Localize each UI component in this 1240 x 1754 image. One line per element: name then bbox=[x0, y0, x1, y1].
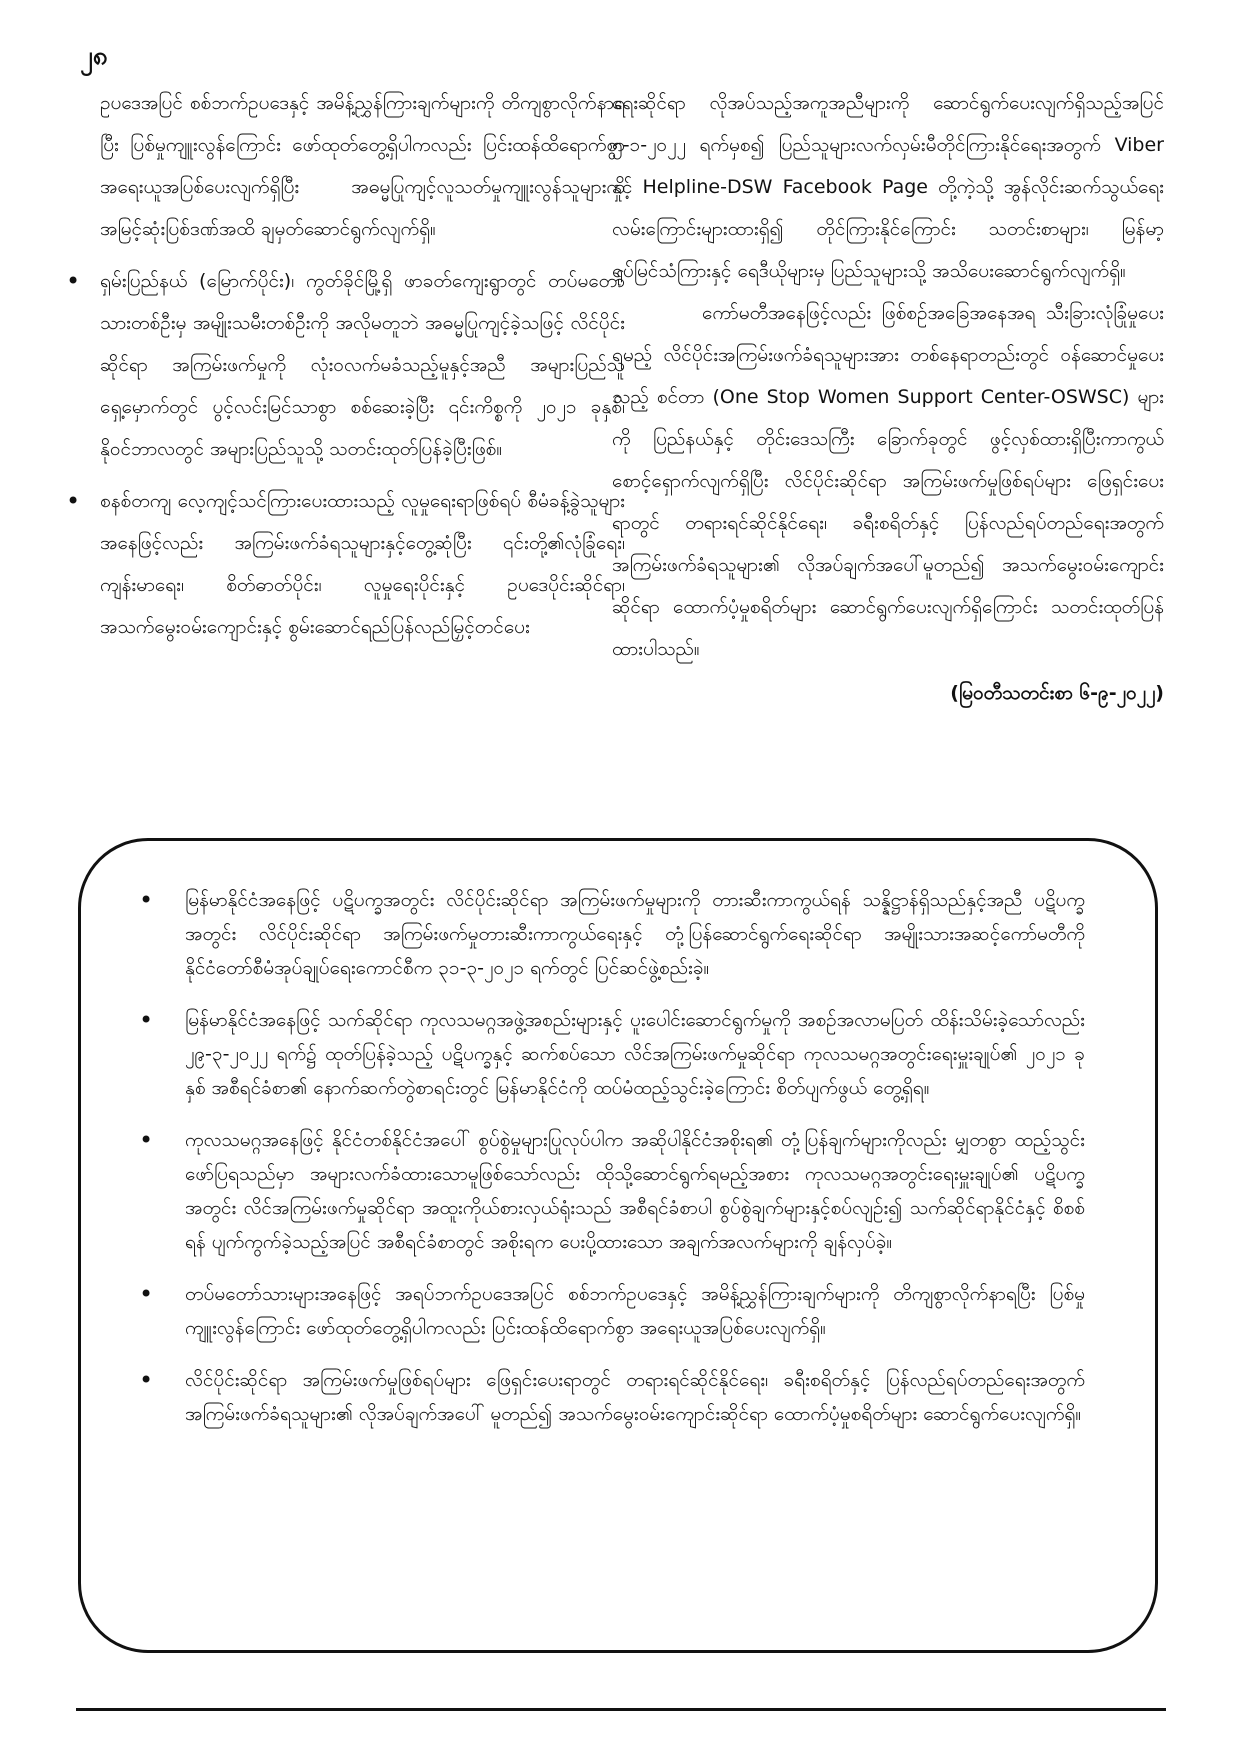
left-bullet-social-workers: • စနစ်တကျ လေ့ကျင့်သင်ကြားပေးထားသည့် လူမှုရေးရာဖြစ်ရပ် စီမံခန့်ခွဲသူများအနေဖြင့်လည်း အကြမ်းဖက်ခံရသူများနှင့်တွေ့ဆုံပြီး ၎င်းတို့၏လုံခြုံရေး၊ ကျန်းမာရေး၊ စိတ်ဓာတ်ပိုင်း၊ လူမှုရေးပိုင်းနှင့် ဥပဒေပိုင်းဆိုင်ရာ၊ အသက်မွေးဝမ်းကျောင်းနှင့် စွမ်းဆောင်ရည်ပြန်လည်မြှင့်တင်ပေး bbox=[100, 480, 625, 648]
summary-item: • လိင်ပိုင်းဆိုင်ရာ အကြမ်းဖက်မှုဖြစ်ရပ်များ ဖြေရှင်းပေးရာတွင် တရားရင်ဆိုင်နိုင်ရေး၊ ခရီးစရိတ်နှင့် ပြန်လည်ရပ်တည်ရေးအတွက် အကြမ်းဖက်ခံရသူများ၏ လိုအပ်ချက်အပေါ် မူတည်၍ အသက်မွေးဝမ်းကျောင်းဆိုင်ရာ ထောက်ပံ့မှုစရိတ်များ ဆောင်ရွက်ပေးလျက်ရှိ။ bbox=[139, 1363, 1085, 1431]
summary-list bbox=[81, 841, 1155, 1431]
left-paragraph: ဥပဒေအပြင် စစ်ဘက်ဥပဒေနှင့် အမိန့်ညွှန်ကြားချက်များကို တိကျစွာလိုက်နာရပြီး ပြစ်မှုကျူးလွန်ကြောင်း ဖော်ထုတ်တွေ့ရှိပါကလည်း ပြင်းထန်ထိရောက်စွာ အရေးယူအပြစ်ပေးလျက်ရှိပြီး အဓမ္မပြုကျင့်လူသတ်မှုကျူးလွန်သူများကို အမြင့်ဆုံးပြစ်ဒဏ်အထိ ချမှတ်ဆောင်ရွက်လျက်ရှိ။ bbox=[100, 92, 625, 240]
summary-box bbox=[78, 838, 1158, 1653]
page-number: ၂၈ bbox=[80, 41, 108, 71]
summary-item: • ကုလသမဂ္ဂအနေဖြင့် နိုင်ငံတစ်နိုင်ငံအပေါ် စွပ်စွဲမှုများပြုလုပ်ပါက အဆိုပါနိုင်ငံအစိုးရ၏ တုံ့ပြန်ချက်များကိုလည်း မျှတစွာ ထည့်သွင်းဖော်ပြရသည်မှာ အများလက်ခံထားသောမူဖြစ်သော်လည်း ထိုသို့ဆောင်ရွက်ရမည့်အစား ကုလသမဂ္ဂအတွင်းရေးမှူးချုပ်၏ ပဋိပက္ခအတွင်း လိင်အကြမ်းဖက်မှုဆိုင်ရာ အထူးကိုယ်စားလှယ်ရုံးသည် အစီရင်ခံစာပါ စွပ်စွဲချက်များနှင့်စပ်လျဉ်း၍ သက်ဆိုင်ရာနိုင်ငံနှင့် စိစစ်ရန် ပျက်ကွက်ခဲ့သည့်အပြင် အစီရင်ခံစာတွင် အစိုးရက ပေးပို့ထားသော အချက်အလက်များကို ချန်လှပ်ခဲ့။ bbox=[139, 1123, 1085, 1259]
bottom-rule bbox=[76, 1708, 1166, 1711]
right-paragraph-oswsc: ကော်မတီအနေဖြင့်လည်း ဖြစ်စဉ်အခြေအနေအရ သီးခြားလုံခြုံမှုပေးရမည့် လိင်ပိုင်းအကြမ်းဖက်ခံရသူများအား တစ်နေရာတည်းတွင် ဝန်ဆောင်မှုပေးသည့် စင်တာ (One Stop Women Support Center-OSWSC) များကို ပြည်နယ်နှင့် တိုင်းဒေသကြီး ခြောက်ခုတွင် ဖွင့်လှစ်ထားရှိပြီးကာကွယ်စောင့်ရှောက်လျက်ရှိပြီး လိင်ပိုင်းဆိုင်ရာ အကြမ်းဖက်မှုဖြစ်ရပ်များ ဖြေရှင်းပေးရာတွင် တရားရင်ဆိုင်နိုင်ရေး၊ ခရီးစရိတ်နှင့် ပြန်လည်ရပ်တည်ရေးအတွက် အကြမ်းဖက်ခံရသူများ၏ လိုအပ်ချက်အပေါ်မူတည်၍ အသက်မွေးဝမ်းကျောင်းဆိုင်ရာ ထောက်ပံ့မှုစရိတ်များ ဆောင်ရွက်ပေးလျက်ရှိကြောင်း သတင်းထုတ်ပြန်ထားပါသည်။ bbox=[612, 302, 1164, 660]
summary-item: • မြန်မာနိုင်ငံအနေဖြင့် သက်ဆိုင်ရာ ကုလသမဂ္ဂအဖွဲ့အစည်းများနှင့် ပူးပေါင်းဆောင်ရွက်မှုကို အစဉ်အလာမပြတ် ထိန်းသိမ်းခဲ့သော်လည်း ၂၉-၃-၂၀၂၂ ရက်၌ ထုတ်ပြန်ခဲ့သည့် ပဋိပက္ခနှင့် ဆက်စပ်သော လိင်အကြမ်းဖက်မှုဆိုင်ရာ ကုလသမဂ္ဂအတွင်းရေးမှူးချုပ်၏ ၂၀၂၁ ခုနှစ် အစီရင်ခံစာ၏ နောက်ဆက်တွဲစာရင်းတွင် မြန်မာနိုင်ငံကို ထပ်မံထည့်သွင်းခဲ့ကြောင်း စိတ်ပျက်ဖွယ် တွေ့ရှိရ။ bbox=[139, 1003, 1085, 1105]
right-paragraph-helpline: ရေးဆိုင်ရာ လိုအပ်သည့်အကူအညီများကို ဆောင်ရွက်ပေးလျက်ရှိသည့်အပြင် ၅-၁-၂၀၂၂ ရက်မှစ၍ ပြည်သူများလက်လှမ်းမီတိုင်ကြားနိုင်ရေးအတွက် Viber နှင့် Helpline-DSW Facebook Page တို့ကဲ့သို့ အွန်လိုင်းဆက်သွယ်ရေးလမ်းကြောင်းများထားရှိ၍ တိုင်ကြားနိုင်ကြောင်း သတင်းစာများ၊ မြန်မာ့ရုပ်မြင်သံကြားနှင့် ရေဒီယိုများမှ ပြည်သူများသို့ အသိပေးဆောင်ရွက်လျက်ရှိ။ bbox=[612, 92, 1164, 282]
right-column bbox=[612, 82, 1164, 714]
left-bullet-shan: • ရှမ်းပြည်နယ် (မြောက်ပိုင်း)၊ ကွတ်ခိုင်မြို့ရှိ ဖာခတ်ကျေးရွာတွင် တပ်မတော်သားတစ်ဦးမှ အမျိုးသမီးတစ်ဦးကို အလိုမတူဘဲ အဓမ္မပြုကျင့်ခဲ့သဖြင့် လိင်ပိုင်းဆိုင်ရာ အကြမ်းဖက်မှုကို လုံးဝလက်မခံသည့်မူနှင့်အညီ အများပြည်သူရှေ့မှောက်တွင် ပွင့်လင်းမြင်သာစွာ စစ်ဆေးခဲ့ပြီး ၎င်းကိစ္စကို ၂၀၂၁ ခုနှစ်၊ နိုဝင်ဘာလတွင် အများပြည်သူသို့ သတင်းထုတ်ပြန်ခဲ့ပြီးဖြစ်။ bbox=[100, 260, 625, 470]
news-source-citation: (မြဝတီသတင်းစာ ၆-၉-၂၀၂၂) bbox=[950, 682, 1164, 704]
summary-item: • မြန်မာနိုင်ငံအနေဖြင့် ပဋိပက္ခအတွင်း လိင်ပိုင်းဆိုင်ရာ အကြမ်းဖက်မှုများကို တားဆီးကာကွယ်ရန် သန္နိဋ္ဌာန်ရှိသည်နှင့်အညီ ပဋိပက္ခအတွင်း လိင်ပိုင်းဆိုင်ရာ အကြမ်းဖက်မှုတားဆီးကာကွယ်ရေးနှင့် တုံ့ပြန်ဆောင်ရွက်ရေးဆိုင်ရာ အမျိုးသားအဆင့်ကော်မတီကို နိုင်ငံတော်စီမံအုပ်ချုပ်ရေးကောင်စီက ၃၁-၃-၂၀၂၁ ရက်တွင် ပြင်ဆင်ဖွဲ့စည်းခဲ့။ bbox=[139, 883, 1085, 985]
left-column bbox=[100, 82, 625, 648]
summary-item: • တပ်မတော်သားများအနေဖြင့် အရပ်ဘက်ဥပဒေအပြင် စစ်ဘက်ဥပဒေနှင့် အမိန့်ညွှန်ကြားချက်များကို တိကျစွာလိုက်နာရပြီး ပြစ်မှုကျူးလွန်ကြောင်း ဖော်ထုတ်တွေ့ရှိပါကလည်း ပြင်းထန်ထိရောက်စွာ အရေးယူအပြစ်ပေးလျက်ရှိ။ bbox=[139, 1277, 1085, 1345]
